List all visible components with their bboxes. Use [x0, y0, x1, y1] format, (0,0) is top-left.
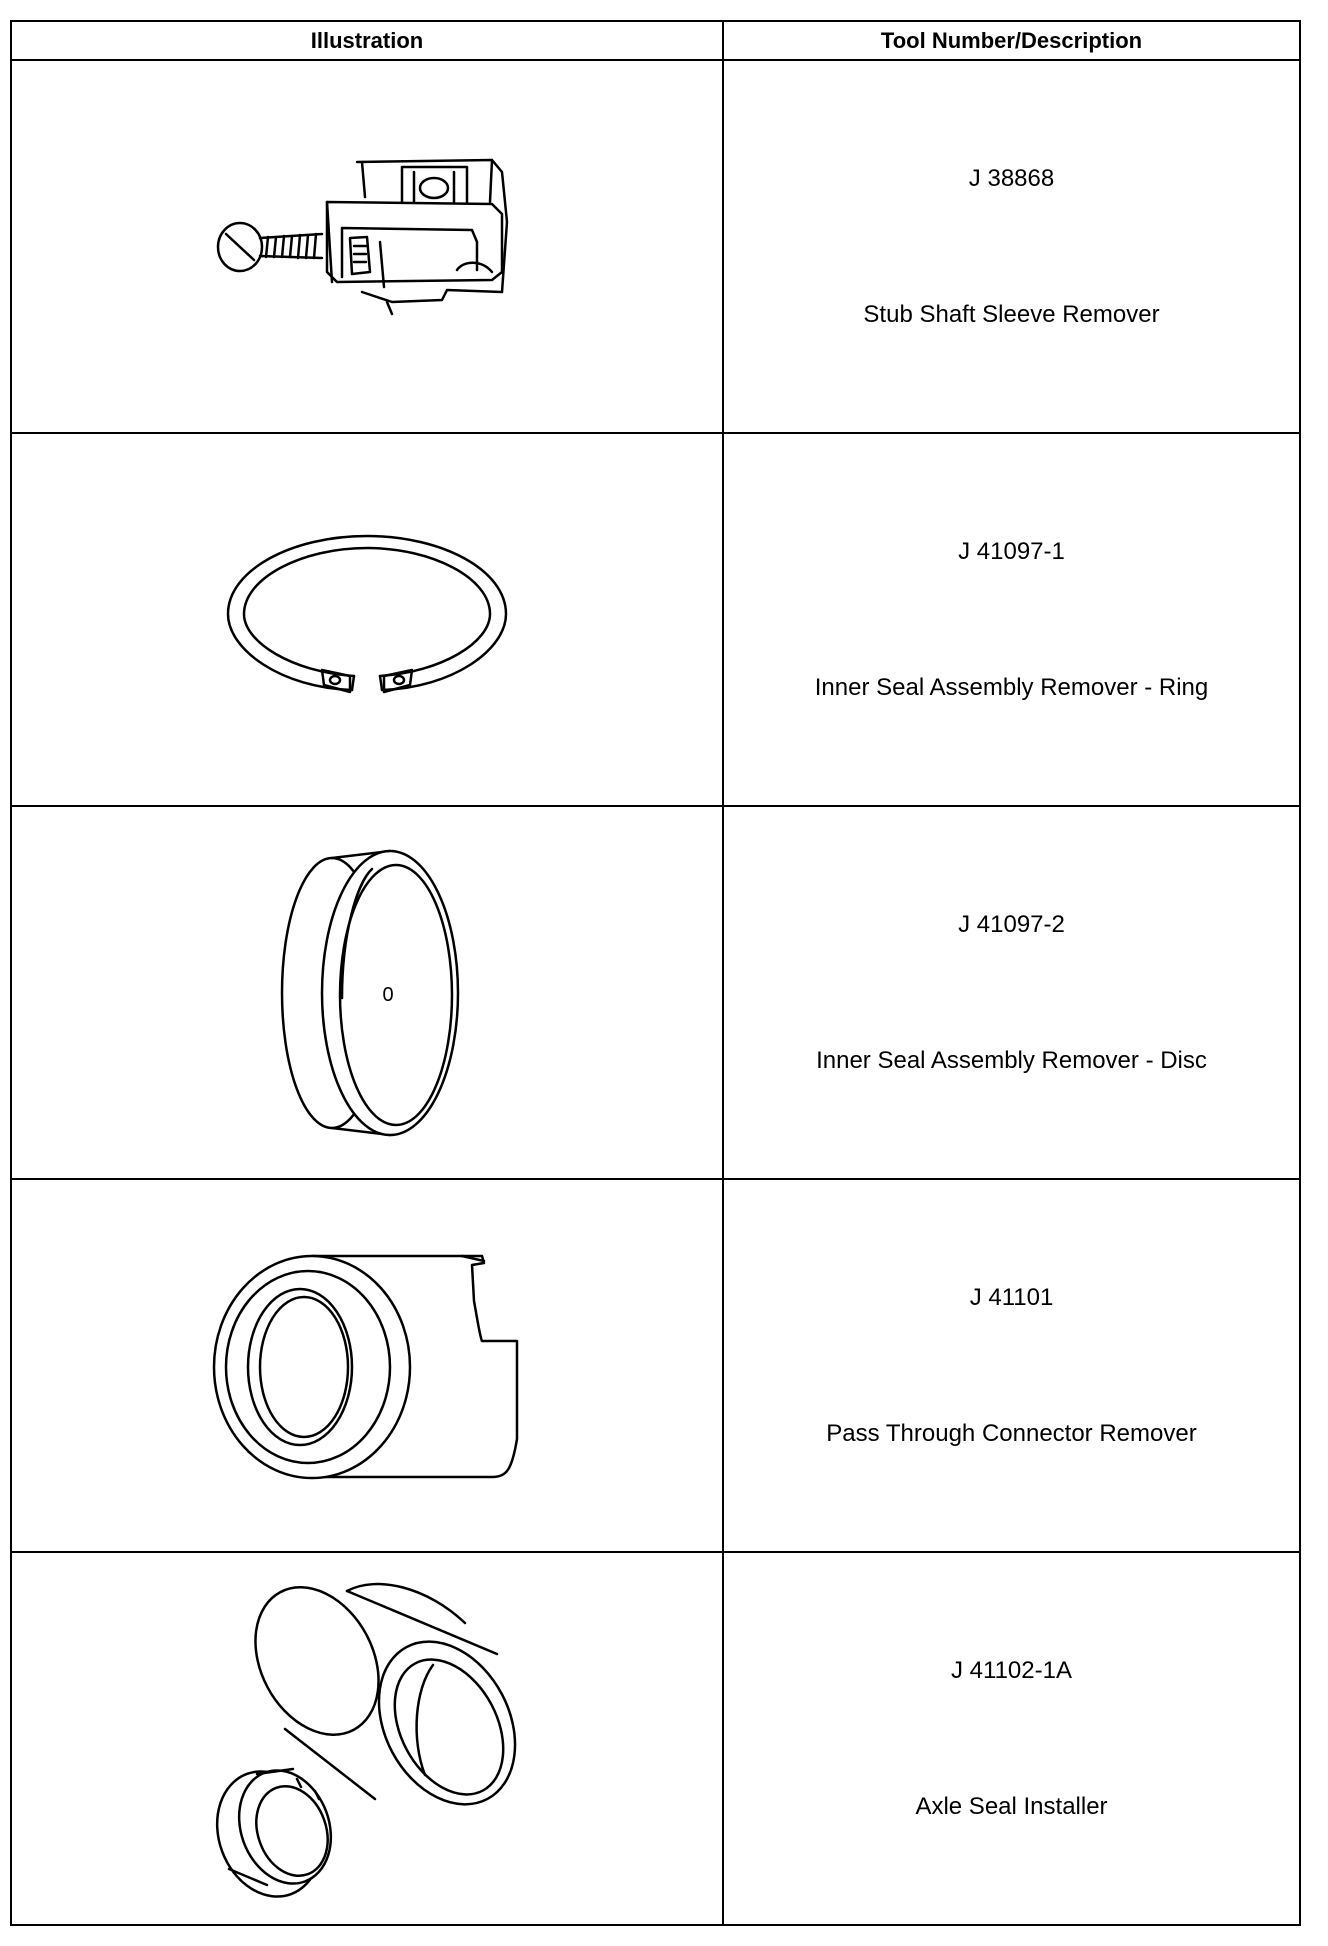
description-cell — [723, 1552, 1300, 1925]
tool-description: Inner Seal Assembly Remover - Ring — [814, 674, 1209, 701]
tool-description: Inner Seal Assembly Remover - Disc — [816, 1047, 1207, 1074]
tool-number: J 41102-1A — [951, 1657, 1072, 1684]
illustration-cell — [11, 433, 723, 806]
table-row — [11, 433, 1300, 806]
header-illustration: Illustration — [11, 21, 723, 60]
illustration-cell — [11, 1179, 723, 1552]
tool-number: J 41097-1 — [958, 538, 1065, 565]
sleeve-remover-icon — [212, 1241, 522, 1491]
table-header-row — [11, 21, 1300, 60]
table-row — [11, 806, 1300, 1179]
disc-icon — [272, 843, 462, 1143]
svg-text:0: 0 — [382, 983, 394, 1006]
table-row — [11, 1552, 1300, 1925]
table-row — [11, 1179, 1300, 1552]
illustration-cell — [11, 806, 723, 1179]
description-cell — [723, 433, 1300, 806]
tool-description: Stub Shaft Sleeve Remover — [863, 301, 1160, 328]
tool-number: J 41097-2 — [958, 911, 1065, 938]
illustration-cell — [11, 1552, 723, 1925]
illustration-cell — [11, 60, 723, 433]
description-cell — [723, 1179, 1300, 1552]
seal-installer-icon — [197, 1569, 537, 1909]
tool-number: J 38868 — [968, 165, 1055, 192]
special-tools-table — [10, 20, 1301, 1926]
description-cell — [723, 806, 1300, 1179]
header-tool-number-description: Tool Number/Description — [723, 21, 1300, 60]
tool-number: J 41101 — [969, 1284, 1054, 1311]
table-row — [11, 60, 1300, 433]
tool-description: Pass Through Connector Remover — [826, 1420, 1197, 1447]
tool-description: Axle Seal Installer — [915, 1793, 1108, 1820]
stub-shaft-sleeve-remover-icon — [202, 142, 532, 352]
snap-ring-icon — [222, 530, 512, 710]
description-cell — [723, 60, 1300, 433]
